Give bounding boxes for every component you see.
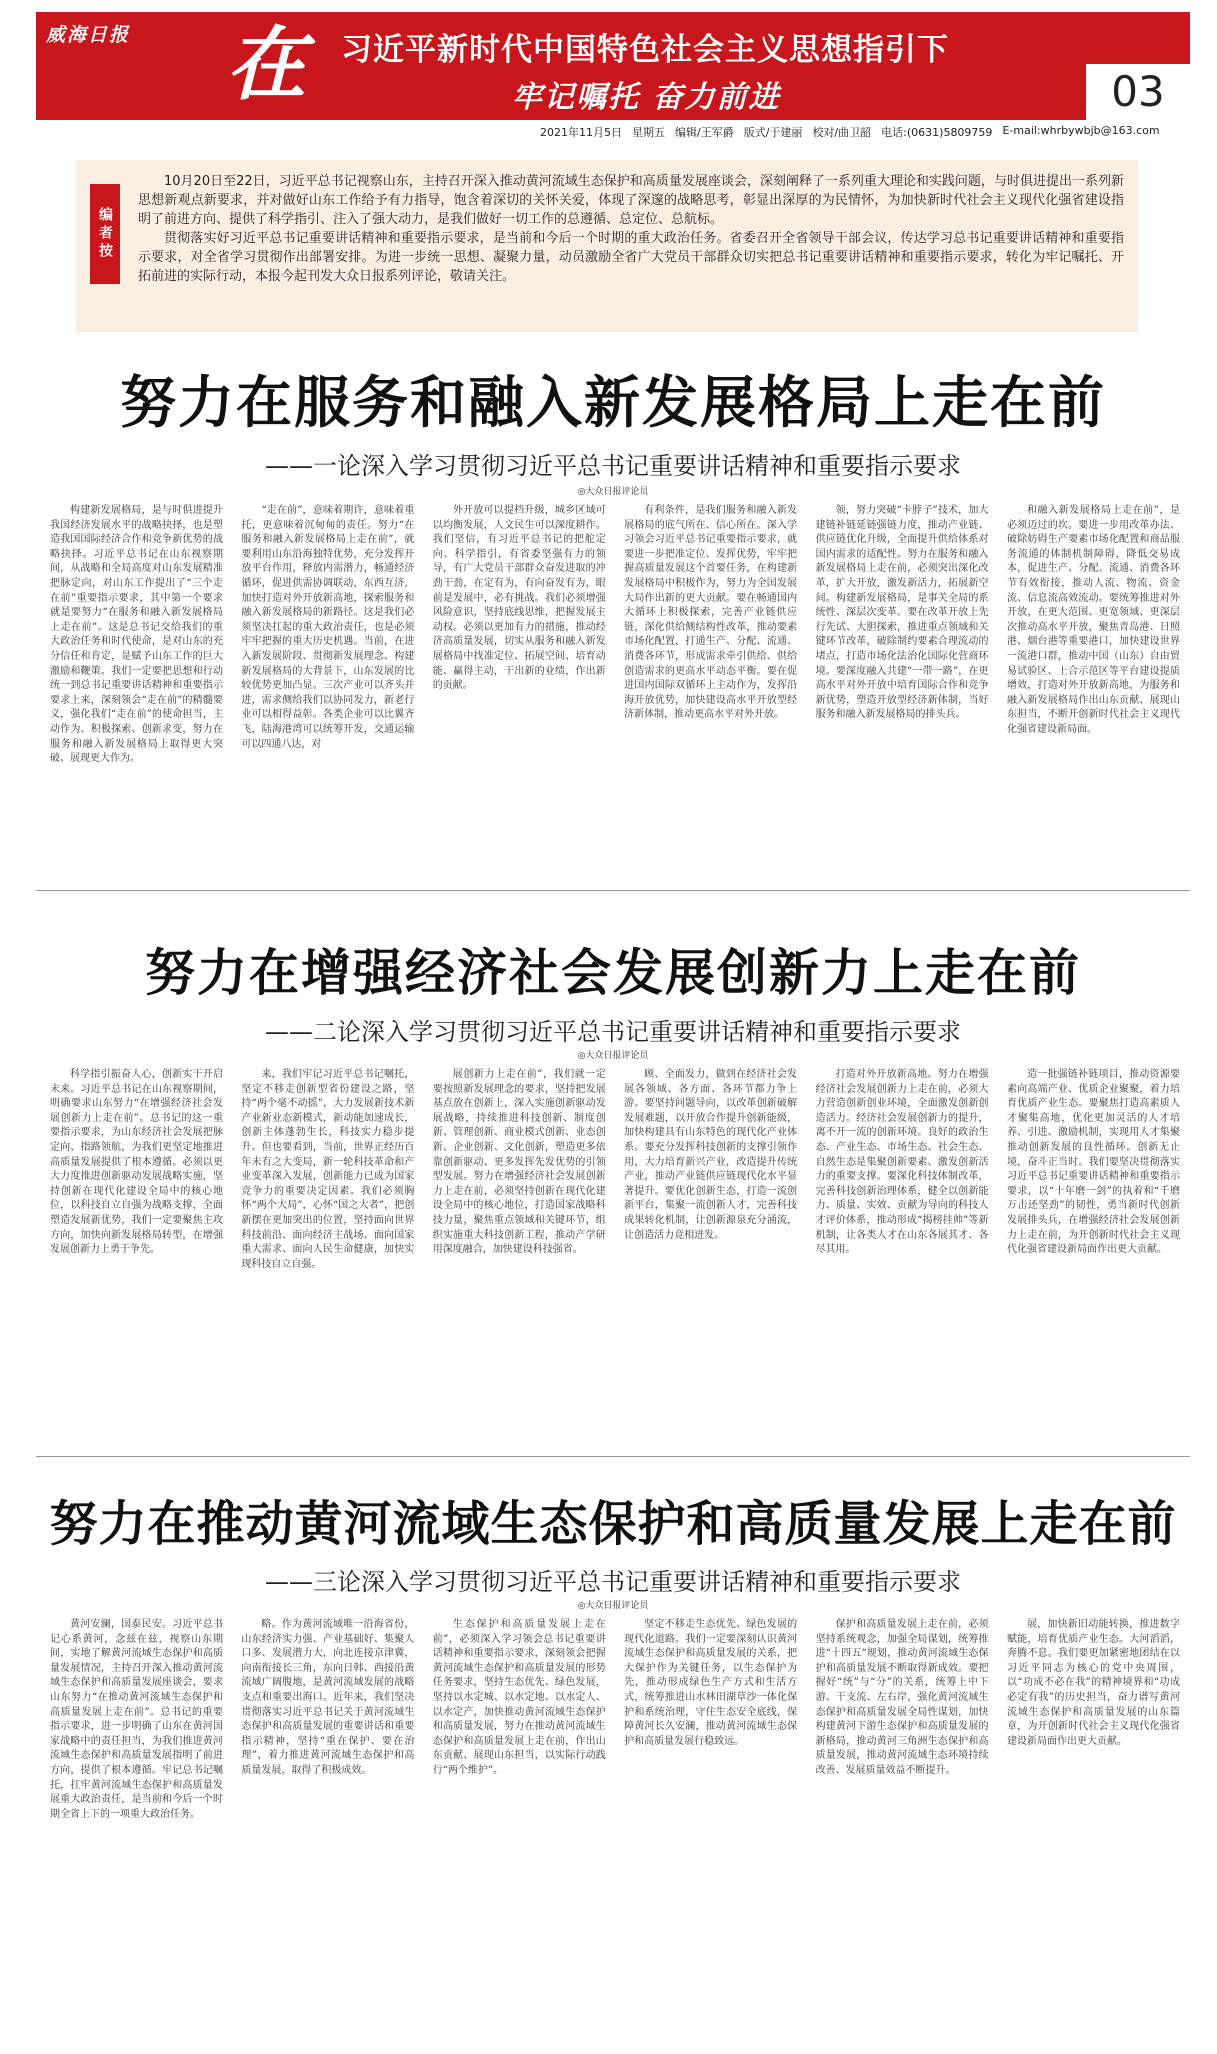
article-1-column: 和融入新发展格局上走在前”，是必须迈过的坎。要进一步用改革办法、破除妨碍生产要素市场化配置和商品服务流通的体制机制障碍，降低交易成本，促进生产、分配、流通、消费各环节有效衔接，推动人流、物流、资金流、信息流高效流动。要统筹推进对外开放，在更大范围、更宽领域、更深层次推动高水平开放，聚焦青岛港、日照港、烟台港等重要港口，加快建设世界一流港口群，推动中国（山东）自由贸易试验区、上合示范区等平台建设提质增效，打造对外开放新高地，为服务和融入新发展格局作出山东贡献、展现山东担当，不断开创新时代社会主义现代化强省建设新局面。 bbox=[1006, 505, 1180, 735]
article-2-column: 打造对外开放新高地。努力在增强经济社会发展创新力上走在前，必须大力营造创新创业环境，全面激发创新创造活力。经济社会发展创新力的提升，离不开一流的创新环境。良好的政治生态、产业生态、市场生态、社会生态、自然生态是集聚创新要素、激发创新活力的重要支撑。要深化科技体制改革，完善科技创新治理体系，健全以创新能力、质量、实效、贡献为导向的科技人才评价体系，推动形成“揭榜挂帅”等新机制，让各类人才在山东各展其才、各尽其用。 bbox=[815, 1069, 989, 1256]
issue-proofreader: 校对/曲卫韶 bbox=[812, 126, 872, 139]
article-1-subhead: ——一论深入学习贯彻习近平总书记重要讲话精神和重要指示要求 bbox=[265, 452, 961, 480]
article-1-column: 构建新发展格局，是与时俱进提升我国经济发展水平的战略抉择，也是塑造我国国际经济合作和竞争新优势的战略抉择。习近平总书记在山东视察期间，从战略和全局高度对山东发展精准把脉定向，对山东工作提出了“三个走在前”重要指示要求，其中第一个要求就是要努力“在服务和融入新发展格局上走在前”。这是总书记交给我们的重大政治任务和时代使命，是对山东的充分信任和肯定，是赋予山东工作的巨大激励和鞭策。我们一定要把思想和行动统一到总书记重要讲话精神和重要指示要求上来，深刻领会“走在前”的精髓要义，强化我们“走在前”的使命担当，主动作为、积极探索、创新求变，努力在服务和融入新发展格局上取得更大突破、展现更大作为。 bbox=[50, 505, 223, 765]
article-3-column: 坚定不移走生态优先、绿色发展的现代化道路。我们一定要深刻认识黄河流域生态保护和高质量发展的关系，把大保护作为关键任务，以生态保护为先，推动形成绿色生产方式和生活方式，统筹推进山水林田湖草沙一体化保护和系统治理，守住生态安全底线，保障黄河长久安澜，推动黄河流域生态保护和高质量发展行稳致远。 bbox=[624, 1619, 798, 1747]
article-3-column: 展，加快新旧动能转换，推进数字赋能，培育优质产业生态。大河滔滔，奔腾不息。我们要更加紧密地团结在以习近平同志为核心的党中央周围，以“功成不必在我”的精神境界和“功成必定有我”的历史担当，奋力谱写黄河流域生态保护和高质量发展的山东篇章，为开创新时代社会主义现代化强省建设新局面作出更大贡献。 bbox=[1006, 1619, 1180, 1747]
article-1-headline: 努力在服务和融入新发展格局上走在前 bbox=[120, 370, 1106, 436]
article-2-column: 顾、全面发力，做到在经济社会发展各领域、各方面、各环节都力争上游。要坚持问题导向，以改革创新破解发展难题，以开放合作提升创新能级，加快构建具有山东特色的现代化产业体系。要充分发挥科技创新的支撑引领作用，大力培育新兴产业，改造提升传统产业，推动产业链供应链现代化水平显著提升。要优化创新生态，打造一流创新平台，集聚一流创新人才，完善科技成果转化机制，让创新源泉充分涌流，让创造活力竞相迸发。 bbox=[624, 1069, 798, 1241]
article-3-column: 保护和高质量发展上走在前，必须坚持系统观念，加强全局谋划，统筹推进“十四五”规划，推动黄河流域生态保护和高质量发展不断取得新成效。要把握好“统”与“分”的关系，统筹上中下游、干支流、左右岸，强化黄河流域生态保护和高质量发展全局性谋划，加快构建黄河下游生态保护和高质量发展的新格局，推动黄河三角洲生态保护和高质量发展，推动黄河流域生态环境持续改善、发展质量效益不断提升。 bbox=[815, 1619, 989, 1776]
article-2-headline: 努力在增强经济社会发展创新力上走在前 bbox=[145, 943, 1081, 1002]
article-2-byline: ◎大众日报评论员 bbox=[577, 1051, 649, 1061]
section-divider bbox=[36, 890, 1190, 891]
editor-note-para-1: 10月20日至22日，习近平总书记视察山东，主持召开深入推动黄河流域生态保护和高质量发展座谈会，深刻阐释了一系列重大理论和实践问题，与时俱进提出一系列新思想新观点新要求，并对做好山东工作给予有力指导，饱含着深切的关怀关爱，体现了深邃的战略思考，彰显出深厚的为民情怀，为加快新时代社会主义现代化强省建设指明了前进方向、提供了科学指引、注入了强大动力，是我们做好一切工作的总遵循、总定位、总航标。 bbox=[138, 174, 1124, 227]
editor-note-tag: 编者按 bbox=[90, 184, 120, 284]
issue-editor: 编辑/王军爵 bbox=[675, 126, 734, 139]
contact-email: E-mail:whrbywbjb@163.com bbox=[1002, 124, 1160, 137]
article-3-column: 略。作为黄河流域唯一沿海省份，山东经济实力强、产业基础好、集聚人口多、发展潜力大，向北连接京津冀，向南衔接长三角，东向日韩、西接沿黄流域广阔腹地，是黄河流域发展的战略支点和重要出海口。近年来，我们坚决贯彻落实习近平总书记关于黄河流域生态保护和高质量发展的重要讲话和重要指示精神，坚持“重在保护、要在治理”，着力推进黄河流域生态保护和高质量发展，取得了积极成效。 bbox=[241, 1619, 415, 1776]
issue-meta bbox=[540, 124, 1190, 140]
article-3-column: 黄河安澜，国泰民安。习近平总书记心系黄河，念兹在兹，视察山东期间，实地了解黄河流域生态保护和高质量发展情况，主持召开深入推动黄河流域生态保护和高质量发展座谈会，要求山东努力“在推动黄河流域生态保护和高质量发展上走在前”。总书记的重要指示要求，进一步明确了山东在黄河国家战略中的责任担当，为我们推进黄河流域生态保护和高质量发展指明了前进方向，提供了根本遵循。牢记总书记嘱托，扛牢黄河流域生态保护和高质量发展重大政治责任，是当前和今后一个时期全省上下的一项重大政治任务。 bbox=[50, 1619, 223, 1820]
article-1-body bbox=[50, 504, 1180, 884]
paper-name: 威海日报 bbox=[46, 24, 131, 46]
article-3-column: 生态保护和高质量发展上走在前”，必须深入学习领会总书记重要讲话精神和重要指示要求，深刻领会把握黄河流域生态保护和高质量发展的形势任务要求，坚持生态优先、绿色发展，坚持以水定城、以水定地、以水定人、以水定产，加快推动黄河流域生态保护和高质量发展，努力在推动黄河流域生态保护和高质量发展上走在前，作出山东贡献、展现山东担当，以实际行动践行“两个维护”。 bbox=[432, 1619, 606, 1776]
issue-designer: 版式/于建丽 bbox=[743, 126, 803, 139]
banner-title: 习近平新时代中国特色社会主义思想指引下 bbox=[341, 32, 949, 68]
article-2-column: 展创新力上走在前”，我们就一定要按照新发展理念的要求，坚持把发展基点放在创新上，深入实施创新驱动发展战略，持续推进科技创新、制度创新、管理创新、商业模式创新、业态创新、企业创新、文化创新，塑造更多依靠创新驱动、更多发挥先发优势的引领型发展。努力在增强经济社会发展创新力上走在前，必须坚持创新在现代化建设全局中的核心地位，打造国家战略科技力量，聚焦重点领域和关键环节，组织实施重大科技创新工程，推动产学研用深度融合，加快建设科技强省。 bbox=[432, 1069, 606, 1256]
masthead-banner bbox=[36, 12, 1190, 120]
article-2-subhead: ——二论深入学习贯彻习近平总书记重要讲话精神和重要指示要求 bbox=[265, 1018, 961, 1046]
article-2-column: 来，我们牢记习近平总书记嘱托，坚定不移走创新型省份建设之路，坚持“两个毫不动摇”，大力发展新技术新产业新业态新模式，新动能加速成长，创新主体蓬勃生长，科技实力稳步提升。但也要看到，当前，世界正经历百年未有之大变局，新一轮科技革命和产业变革深入发展，创新能力已成为国家竞争力的重要决定因素。我们必须胸怀“两个大局”，心怀“国之大者”，把创新摆在更加突出的位置，坚持面向世界科技前沿、面向经济主战场、面向国家重大需求、面向人民生命健康，加快实现科技自立自强。 bbox=[241, 1069, 415, 1270]
article-3-body bbox=[50, 1618, 1180, 2038]
article-1-column: “走在前”，意味着期许，意味着重托，更意味着沉甸甸的责任。努力“在服务和融入新发展格局上走在前”，就要利用山东沿海独特优势，充分发挥开放平台作用，释放内需潜力，畅通经济循环，促进供需协调联动，东西互济，加快打造对外开放新高地，探索服务和融入新发展格局的新路径。这是我们必须坚决扛起的重大政治责任，也是必须牢牢把握的重大历史机遇。当前，在进入新发展阶段、贯彻新发展理念、构建新发展格局的大背景下，山东发展的比较优势更加凸显。三次产业可以齐头并进，需求侧给我们以协同发力，新老行业可以相得益彰。各类企业可以比翼齐飞，陆海港湾可以统筹开发，交通运输可以四通八达，对 bbox=[241, 505, 415, 750]
article-1-byline: ◎大众日报评论员 bbox=[577, 487, 649, 497]
article-2-column: 科学指引振奋人心，创新实干开启未来。习近平总书记在山东视察期间，明确要求山东努力“在增强经济社会发展创新力上走在前”。总书记的这一重要指示要求，为山东经济社会发展把脉定向、指路领航，为我们更坚定地推进高质量发展提供了根本遵循。必须以更大力度推进创新驱动发展战略实施，坚持创新在现代化建设全局中的核心地位，以科技自立自强为战略支撑，全面塑造发展新优势，我们一定要聚焦主攻方向，加快向新发展格局转型，在增强发展创新力上勇于争先。 bbox=[50, 1069, 223, 1256]
article-2-column: 造一批强链补链项目，推动资源要素向高端产业、优质企业聚聚，着力培育优质产业生态。要聚焦打造高素质人才聚集高地，优化更加灵活的人才培养、引进、激励机制，实现用人才集聚推动创新发展的良性循环。创新无止境，奋斗正当时。我们要坚决贯彻落实习近平总书记重要讲话精神和重要指示要求，以“十年磨一剑”的执着和“千磨万击还坚劲”的韧性，勇当新时代创新发展排头兵，在增强经济社会发展创新力上走在前，为开创新时代社会主义现代化强省建设新局面作出更大贡献。 bbox=[1006, 1069, 1180, 1256]
banner-zai-char: 在 bbox=[226, 17, 306, 111]
contact-phone: 电话:(0631)5809759 bbox=[881, 126, 993, 139]
issue-weekday: 星期五 bbox=[632, 126, 665, 139]
page-number: 03 bbox=[1086, 64, 1190, 120]
editor-note-para-2: 贯彻落实好习近平总书记重要讲话精神和重要指示要求，是当前和今后一个时期的重大政治任务。省委召开全省领导干部会议，传达学习总书记重要讲话精神和重要指示要求，对全省学习贯彻作出部署安排。为进一步统一思想、凝聚力量，动员激励全省广大党员干部群众切实把总书记重要讲话精神和重要指示要求，转化为牢记嘱托、开拓前进的实际行动，本报今起刊发大众日报系列评论，敬请关注。 bbox=[138, 231, 1124, 284]
section-divider bbox=[36, 1456, 1190, 1457]
article-3-byline: ◎大众日报评论员 bbox=[577, 1601, 649, 1611]
article-1-column: 有利条件，是我们服务和融入新发展格局的底气所在、信心所在。深入学习领会习近平总书记重要指示要求，就要进一步把准定位、发挥优势，牢牢把握高质量发展这个首要任务，在构建新发展格局中积极作为，努力为全国发展大局作出新的更大贡献。要在畅通国内大循环上积极探索，完善产业链供应链，深化供给侧结构性改革，推动要素市场化配置，打通生产、分配、流通、消费各环节，形成需求牵引供给、供给创造需求的更高水平动态平衡。要在促进国内国际双循环上主动作为，发挥沿海开放优势，加快建设高水平开放型经济新体制，推动更高水平对外开放。 bbox=[624, 505, 798, 721]
editor-note bbox=[76, 160, 1138, 332]
article-1-column: 外开放可以提档升级，城乡区域可以均衡发展，人文民生可以深度耕作。我们坚信，有习近平总书记的把舵定向、科学指引，有省委坚强有力的领导，有广大党员干部群众奋发进取的冲劲干劲，在定有为，有向奋发有为，眼前是发展中，必有挑战。我们必须增强风险意识，坚持底线思维，把握发展主动权。必须以更加有力的措施，推动经济高质量发展，切实从服务和融入新发展格局中找准定位、拓展空间、培育动能、赢得主动，干出新的业绩，作出新的贡献。 bbox=[432, 505, 606, 692]
issue-date: 2021年11月5日 bbox=[540, 126, 622, 139]
article-2-body bbox=[50, 1068, 1180, 1448]
article-1-column: 领，努力突破“卡脖子”技术，加大建链补链延链强链力度，推动产业链、供应链优化升级，全面提升供给体系对国内需求的适配性。努力在服务和融入新发展格局上走在前，必须突出深化改革，扩大开放，激发新活力，拓展新空间。构建新发展格局，是事关全局的系统性、深层次变革。要在改革开放上先行先试、大胆探索，推进重点领域和关键环节改革，破除制约要素合理流动的堵点，打造市场化法治化国际化营商环境。要深度融入共建“一带一路”，在更高水平对外开放中培育国际合作和竞争新优势，塑造开放型经济新体制，当好服务和融入新发展格局的排头兵。 bbox=[815, 505, 989, 721]
banner-subtitle: 牢记嘱托 奋力前进 bbox=[512, 80, 781, 115]
article-3-subhead: ——三论深入学习贯彻习近平总书记重要讲话精神和重要指示要求 bbox=[265, 1568, 961, 1596]
article-3-headline: 努力在推动黄河流域生态保护和高质量发展上走在前 bbox=[49, 1496, 1177, 1552]
